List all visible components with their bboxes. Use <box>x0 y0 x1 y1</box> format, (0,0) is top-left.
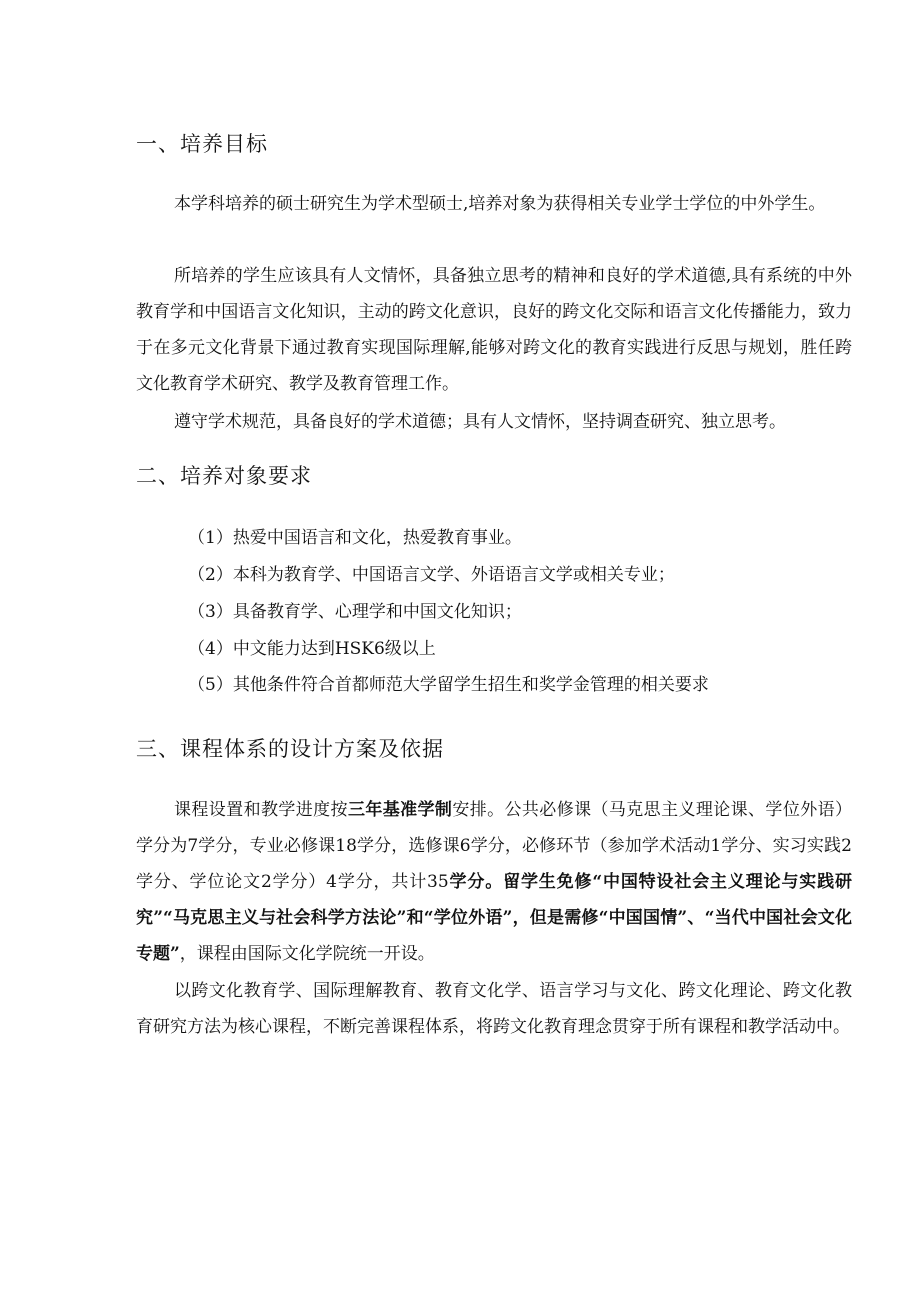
section-2-heading: 二、培养对象要求 <box>136 464 312 488</box>
requirement-item-2: （2）本科为教育学、中国语言文学、外语语言文学或相关专业； <box>188 565 675 585</box>
section-3-paragraph-2: 以跨文化教育学、国际理解教育、教育文化学、语言学习与文化、跨文化理论、跨文化教育研究方法为核心课程，不断完善课程体系，将跨文化教育理念贯穿于所有课程和教学活动中。 <box>136 981 852 1037</box>
course-setup-text: 课程设置和教学进度按 <box>174 800 348 820</box>
requirement-item-1: （1）热爱中国语言和文化，热爱教育事业。 <box>188 528 522 548</box>
section-1-paragraph-3: 遵守学术规范，具备良好的学术道德；具有人文情怀，坚持调查研究、独立思考。 <box>174 412 786 432</box>
requirement-item-3: （3）具备教育学、心理学和中国文化知识； <box>188 602 522 622</box>
section-3-heading: 三、课程体系的设计方案及依据 <box>136 737 444 761</box>
section-1-paragraph-1: 本学科培养的硕士研究生为学术型硕士,培养对象为获得相关专业学士学位的中外学生。 <box>174 194 826 214</box>
requirement-item-4: （4）中文能力达到HSK6级以上 <box>188 639 436 659</box>
section-3-paragraph-1 <box>136 792 852 972</box>
credit-details-text: 安排。公共必修课（马克思主义理论课、学位外语）学分为7学分，专业必修课18学分，选修课6学分，必修环节（参加学术活动1学分、实习实践2学分、学位论文2学分）4学分，共计35 <box>136 800 853 892</box>
course-provider-text: ，课程由国际文化学院统一开设。 <box>179 944 435 964</box>
section-1-heading: 一、培养目标 <box>136 132 268 156</box>
three-year-system-text: 三年基准学制 <box>347 800 453 820</box>
section-1-paragraph-2: 所培养的学生应该具有人文情怀，具备独立思考的精神和良好的学术道德,具有系统的中外教育学和中国语言文化知识，主动的跨文化意识，良好的跨文化交际和语言文化传播能力，致力于在多元文化背景下通过教育实现国际理解,能够对跨文化的教育实践进行反思与规划，胜任跨文化教育学术研究、教学及教育管理工作。 <box>136 266 852 394</box>
exemption-text: 学分。留学生免修“中国特设社会主义理论与实践研究”“马克思主义与社会科学方法论”和“学位外语”，但是需修“中国国情”、“当代中国社会文化专题” <box>136 872 853 964</box>
requirement-item-5: （5）其他条件符合首都师范大学留学生招生和奖学金管理的相关要求 <box>188 675 709 695</box>
